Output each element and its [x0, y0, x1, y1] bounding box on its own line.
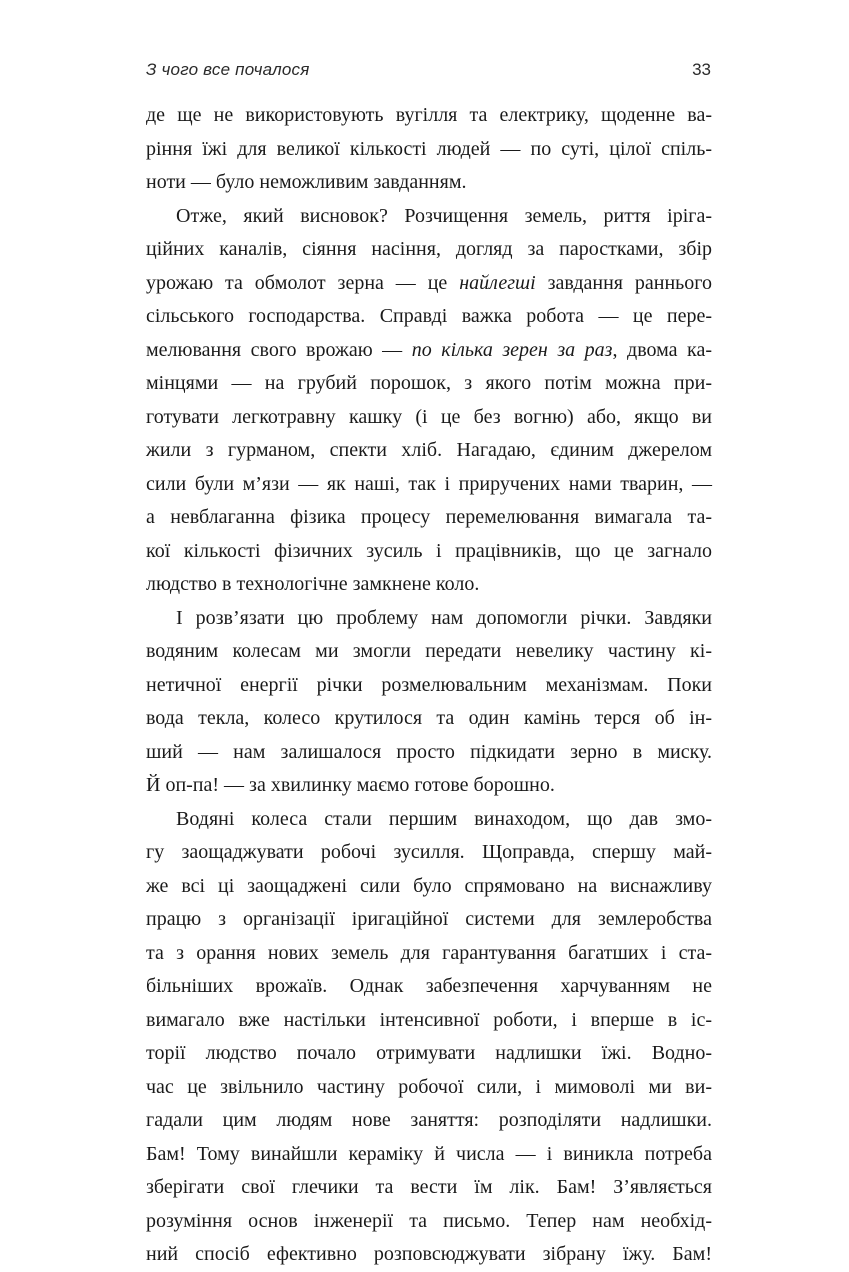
text-line — [146, 1171, 712, 1205]
text-line — [146, 166, 712, 200]
paragraph — [146, 602, 712, 803]
running-head-title: З чого все почалося — [146, 60, 310, 79]
text-segment: , двома ка- — [612, 338, 713, 361]
text-line — [146, 602, 712, 636]
text-segment: вода текла, колесо крутилося та один камінь терся об ін- — [146, 707, 712, 729]
text-line — [146, 501, 712, 535]
text-segment: а невблаганна фізика процесу перемелювання вимагала та- — [146, 506, 712, 528]
text-segment: готувати легкотравну кашку (і це без вогню) або, якщо ви — [146, 405, 712, 428]
text-segment: ційних каналів, сіяння насіння, догляд за паростками, збір — [146, 238, 712, 260]
paragraph — [146, 99, 712, 200]
text-line — [146, 1138, 712, 1172]
paragraph — [146, 803, 712, 1272]
text-segment: розуміння основ інженерії та письмо. Тепер нам необхід- — [146, 1209, 712, 1232]
text-line — [146, 434, 712, 468]
text-line — [146, 1004, 712, 1038]
text-segment: зберігати свої глечики та вести їм лік. Бам! З’являється — [146, 1176, 712, 1198]
text-line — [146, 702, 712, 736]
text-line — [146, 937, 712, 971]
text-segment: Водяні колеса стали першим винаходом, що дав змо- — [176, 807, 712, 830]
text-segment: ший — нам залишалося просто підкидати зерно в миску. — [146, 740, 712, 763]
text-line — [146, 669, 712, 703]
text-segment: сили були м’язи — як наші, так і приручених нами тварин, — — [146, 472, 712, 495]
text-segment: та з орання нових земель для гарантування багатших і ста- — [146, 941, 712, 964]
text-line — [146, 200, 712, 234]
text-segment: мінцями — на грубий порошок, з якого потім можна при- — [146, 372, 712, 394]
text-line — [146, 903, 712, 937]
text-segment: ріння їжі для великої кількості людей — по суті, цілої спіль- — [146, 137, 712, 160]
text-segment: же всі ці заощаджені сили було спрямовано на виснажливу — [146, 874, 712, 897]
text-segment: вимагало вже настільки інтенсивної роботи, і вперше в іс- — [146, 1008, 712, 1031]
text-segment: нетичної енергії річки розмелювальним механізмам. Поки — [146, 673, 712, 696]
text-segment: Й оп-па! — за хвилинку маємо готове борошно. — [146, 774, 555, 796]
text-segment: урожаю та обмолот зерна — це — [146, 271, 460, 294]
text-line — [146, 568, 712, 602]
text-line — [146, 401, 712, 435]
text-segment: торії людство почало отримувати надлишки їжі. Водно- — [146, 1042, 712, 1064]
text-segment: жили з гурманом, спекти хліб. Нагадаю, єдиним джерелом — [146, 439, 712, 461]
emphasis-text: по кілька зерен за раз — [411, 338, 613, 361]
text-line — [146, 267, 712, 301]
body-text — [146, 99, 712, 1272]
text-line — [146, 1205, 712, 1239]
paragraph — [146, 200, 712, 602]
text-segment: кої кількості фізичних зусиль і працівників, що це загнало — [146, 539, 712, 562]
text-line — [146, 1037, 712, 1071]
text-segment: ноти — було неможливим завданням. — [146, 171, 467, 193]
text-line — [146, 367, 712, 401]
text-segment: мелювання свого врожаю — — [146, 338, 412, 361]
text-segment: більніших врожаїв. Однак забезпечення харчуванням не — [146, 975, 712, 997]
text-line — [146, 133, 712, 167]
text-segment: водяним колесам ми змогли передати невелику частину кі- — [146, 640, 712, 662]
text-segment: Бам! Тому винайшли кераміку й числа — і виникла потреба — [146, 1142, 712, 1165]
text-line — [146, 99, 712, 133]
text-line — [146, 803, 712, 837]
text-line — [146, 1104, 712, 1138]
text-line — [146, 769, 712, 803]
text-line — [146, 233, 712, 267]
text-segment: ний спосіб ефективно розповсюджувати зібрану їжу. Бам! — [146, 1243, 712, 1265]
text-line — [146, 334, 712, 368]
text-segment: гу заощаджувати робочі зусилля. Щоправда, спершу май- — [146, 841, 712, 863]
text-line — [146, 970, 712, 1004]
text-segment: завдання раннього — [535, 271, 712, 294]
text-line — [146, 535, 712, 569]
text-segment: Отже, який висновок? Розчищення земель, риття іріга- — [176, 204, 712, 227]
text-segment: сільського господарства. Справді важка робота — це пере- — [146, 305, 712, 327]
text-segment: де ще не використовують вугілля та електрику, щоденне ва- — [146, 104, 712, 126]
text-line — [146, 468, 712, 502]
text-line — [146, 836, 712, 870]
emphasis-text: найлегші — [459, 271, 536, 294]
text-segment: людство в технологічне замкнене коло. — [146, 573, 480, 595]
text-segment: І розв’язати цю проблему нам допомогли річки. Завдяки — [176, 606, 712, 629]
text-line — [146, 635, 712, 669]
text-line — [146, 736, 712, 770]
text-line — [146, 1071, 712, 1105]
text-segment: працю з організації іригаційної системи для землеробства — [146, 908, 712, 930]
text-line — [146, 870, 712, 904]
text-line — [146, 1238, 712, 1272]
text-line — [146, 300, 712, 334]
page-number: 33 — [692, 60, 711, 79]
text-segment: час це звільнило частину робочої сили, і мимоволі ми ви- — [146, 1075, 712, 1098]
text-segment: гадали цим людям нове заняття: розподіляти надлишки. — [146, 1109, 712, 1131]
